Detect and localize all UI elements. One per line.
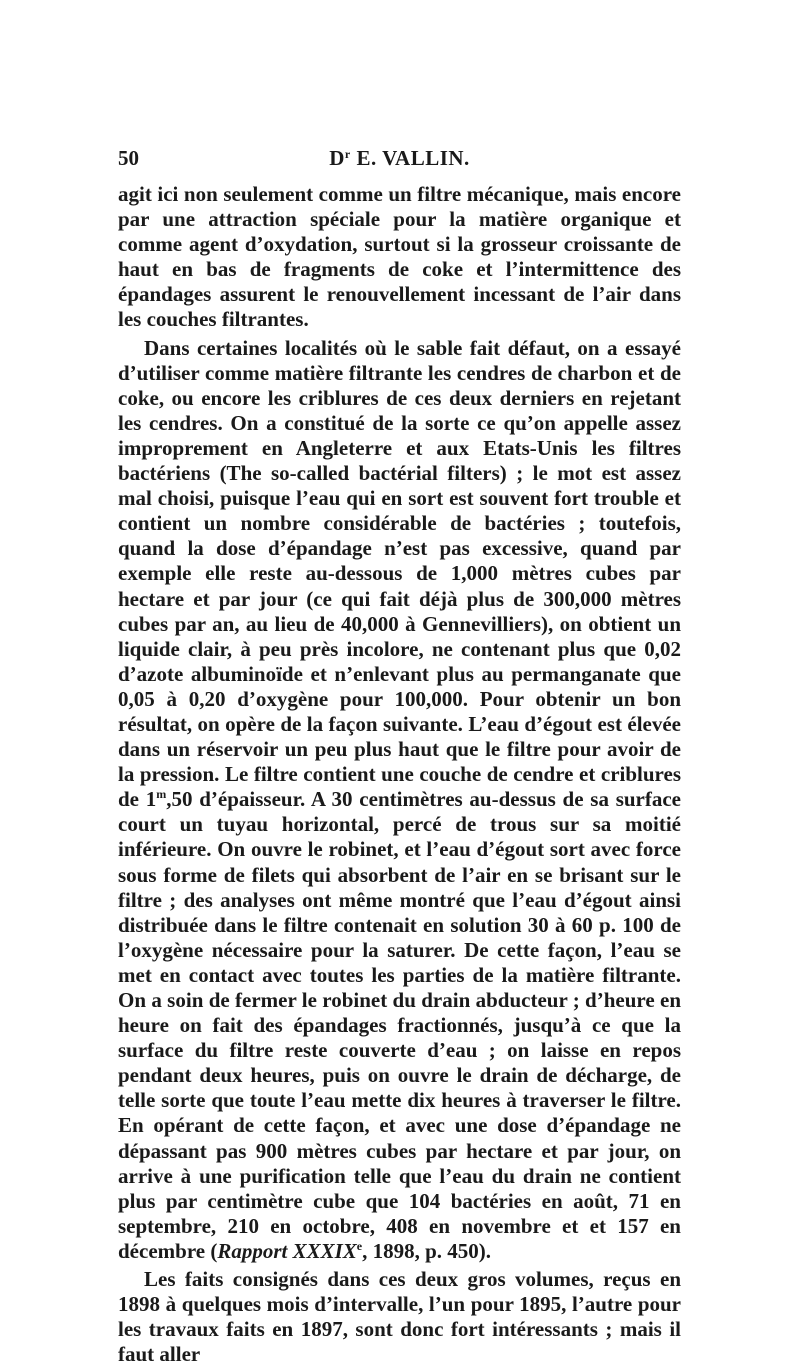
paragraph-2-reference-sup: e — [356, 1238, 363, 1253]
paragraph-2-unit-sup: m — [156, 787, 167, 802]
paragraph-2 — [118, 336, 681, 1264]
paragraph-2-text-c: , 1898, p. 450). — [362, 1238, 492, 1263]
running-head-title-pre: D — [329, 146, 345, 170]
running-head-title-sup: r — [344, 147, 351, 161]
page-number: 50 — [118, 146, 139, 170]
running-head — [118, 146, 681, 171]
paragraph-1: agit ici non seulement comme un filtre mécanique, mais encore par une attraction spéciale pour la matière organique et comme agent d’oxydation, surtout si la grosseur croissante de haut en bas de fragments de coke et l’intermittence des épandages assurent le renouvellement incessant de l’air dans les couches filtrantes. — [118, 182, 681, 332]
paragraph-2-text-b: ,50 d’épaisseur. A 30 centimètres au-dessus de sa surface court un tuyau horizontal, percé de trous sur sa moitié inférieure. On ouvre le robinet, et l’eau d’égout sort avec force sous forme de filets qui absorbent de l’air en se brisant sur le filtre ; des analyses ont même montré que l’eau d’égout ainsi distribuée dans le filtre contenait en solution 30 à 60 p. 100 de l’oxygène nécessaire pour la saturer. De cette façon, l’eau se met en contact avec toutes les parties de la matière filtrante. On a soin de fermer le robinet du drain abducteur ; d’heure en heure on fait des épandages fractionnés, jusqu’à ce que la surface du filtre reste couverte d’eau ; on laisse en repos pendant deux heures, puis on ouvre le drain de décharge, de telle sorte que toute l’eau mette dix heures à traverser le filtre. En opérant de cette façon, et avec une dose d’épandage ne dépassant pas 900 mètres cubes par hectare et par jour, on arrive à une purification telle que l’eau du drain ne contient plus par centimètre cube que 104 bactéries en août, 71 en septembre, 210 en octobre, 408 en novembre et et 157 en décembre ( — [118, 787, 681, 1263]
paragraph-2-reference: Rapport XXXIX — [217, 1238, 357, 1263]
running-head-author: E. VALLIN. — [350, 146, 470, 170]
paragraph-2-text-a: Dans certaines localités où le sable fait défaut, on a essayé d’utiliser comme matière filtrante les cendres de charbon et de coke, ou encore les criblures de ces deux derniers en rejetant les cendres. On a constitué de la sorte ce qu’on appelle assez improprement en Angleterre et aux Etats-Unis les filtres bactériens (The so-called bactérial filters) ; le mot est assez mal choisi, puisque l’eau qui en sort est souvent fort trouble et contient un nombre considérable de bactéries ; toutefois, quand la dose d’épandage n’est pas excessive, quand par exemple elle reste au-dessous de 1,000 mètres cubes par hectare et par jour (ce qui fait déjà plus de 300,000 mètres cubes par an, au lieu de 40,000 à Gennevilliers), on obtient un liquide clair, à peu près incolore, ne contenant plus que 0,02 d’azote albuminoïde et n’enlevant plus au permanganate que 0,05 à 0,20 d’oxygène pour 100,000. Pour obtenir un bon résultat, on opère de la façon suivante. L’eau d’égout est élevée dans un réservoir un peu plus haut que le filtre pour avoir de la pression. Le filtre contient une couche de cendre et criblures de 1 — [118, 335, 681, 812]
page-header — [118, 146, 681, 182]
paragraph-3: Les faits consignés dans ces deux gros volumes, reçus en 1898 à quelques mois d’intervalle, l’un pour 1895, l’autre pour les travaux faits en 1897, sont donc fort intéressants ; mais il faut aller — [118, 1267, 681, 1367]
